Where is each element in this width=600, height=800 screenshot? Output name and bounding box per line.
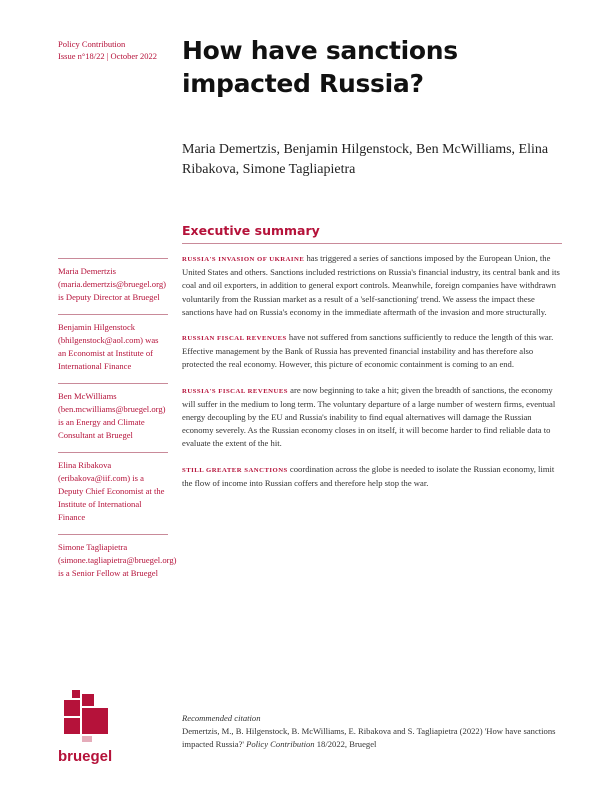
- paragraph-lead: RUSSIAN FISCAL REVENUES: [182, 335, 287, 343]
- paragraph-text: have not suffered from sanctions sufficiently to reduce the length of this war. Effective management by the Bank of Russia has prevented financial instability and has therefore also protected the real economy. However, this picture of economic containment is coming to an end.: [182, 332, 554, 370]
- issue-number: Issue n°18/22 | October 2022: [58, 51, 158, 61]
- page-title: How have sanctions impacted Russia?: [182, 36, 458, 98]
- summary-paragraph: [182, 384, 562, 451]
- author-bio: Maria Demertzis (maria.demertzis@bruegel.org) is Deputy Director at Bruegel: [58, 258, 168, 314]
- paragraph-text: coordination across the globe is needed to isolate the Russian economy, limit the flow of income into Russian coffers and therefore help stop the war.: [182, 463, 555, 488]
- citation-label: Recommended citation: [182, 713, 261, 723]
- bruegel-logo: [58, 690, 120, 765]
- series-name: Policy Contribution: [58, 39, 126, 49]
- summary-paragraph: [182, 252, 562, 319]
- summary-paragraph: [182, 463, 562, 490]
- executive-summary-heading: Executive summary: [182, 223, 320, 238]
- summary-paragraph: [182, 331, 562, 372]
- divider: [182, 243, 562, 244]
- author-bio: Elina Ribakova (eribakova@iif.com) is a Deputy Chief Economist at the Institute of International Finance: [58, 452, 168, 534]
- paragraph-lead: RUSSIA'S INVASION OF UKRAINE: [182, 256, 305, 263]
- series-info: [58, 38, 157, 62]
- paragraph-text: has triggered a series of sanctions imposed by the European Union, the United States and others. Sanctions included restrictions on Russia's financial industry, its central bank and its coal and oil exporters, in addition to general export controls. Meanwhile, foreign companies have withdrawn voluntarily from the Russian market as a result of a 'self-sanctioning' trend. We assess the impact these sanctions have had on Russia's economy in the immediate aftermath of the invasion and more structurally.: [182, 253, 560, 317]
- author-bio: Simone Tagliapietra (simone.tagliapietra@bruegel.org) is a Senior Fellow at Bruegel: [58, 534, 168, 590]
- author-bio: Benjamin Hilgenstock (bhilgenstock@aol.com) was an Economist at Institute of International Finance: [58, 314, 168, 383]
- citation-part: Demertzis, M., B. Hilgenstock, B. McWilliams, E. Ribakova and S. Tagliapietra (2022) 'How have sanctions impacted Russia?': [182, 726, 556, 749]
- authors: Maria Demertzis, Benjamin Hilgenstock, Ben McWilliams, Elina Ribakova, Simone Tagliapietra: [182, 142, 549, 177]
- author-sidebar: [58, 258, 177, 590]
- citation-part: 18/2022, Bruegel: [314, 739, 377, 749]
- paragraph-lead: RUSSIA'S FISCAL REVENUES: [182, 387, 289, 395]
- executive-summary-body: [182, 252, 562, 502]
- logo-wordmark: bruegel: [58, 748, 113, 765]
- citation-text: [182, 725, 562, 751]
- author-bio: Ben McWilliams (ben.mcwilliams@bruegel.org) is an Energy and Climate Consultant at Bruegel: [58, 383, 168, 452]
- recommended-citation: [182, 712, 562, 751]
- paragraph-lead: STILL GREATER SANCTIONS: [182, 466, 288, 474]
- citation-publication: Policy Contribution: [246, 739, 315, 749]
- paragraph-text: are now beginning to take a hit; given the breadth of sanctions, the economy will suffer in the medium to long term. The voluntary departure of a large number of western firms, eventual energy decoupling by the EU and Russia's inability to find equal alternatives will damage the Russian economy severely. As the Russian economy closes in on itself, it will become harder to find reliable data to evaluate the extent of the hit.: [182, 384, 556, 449]
